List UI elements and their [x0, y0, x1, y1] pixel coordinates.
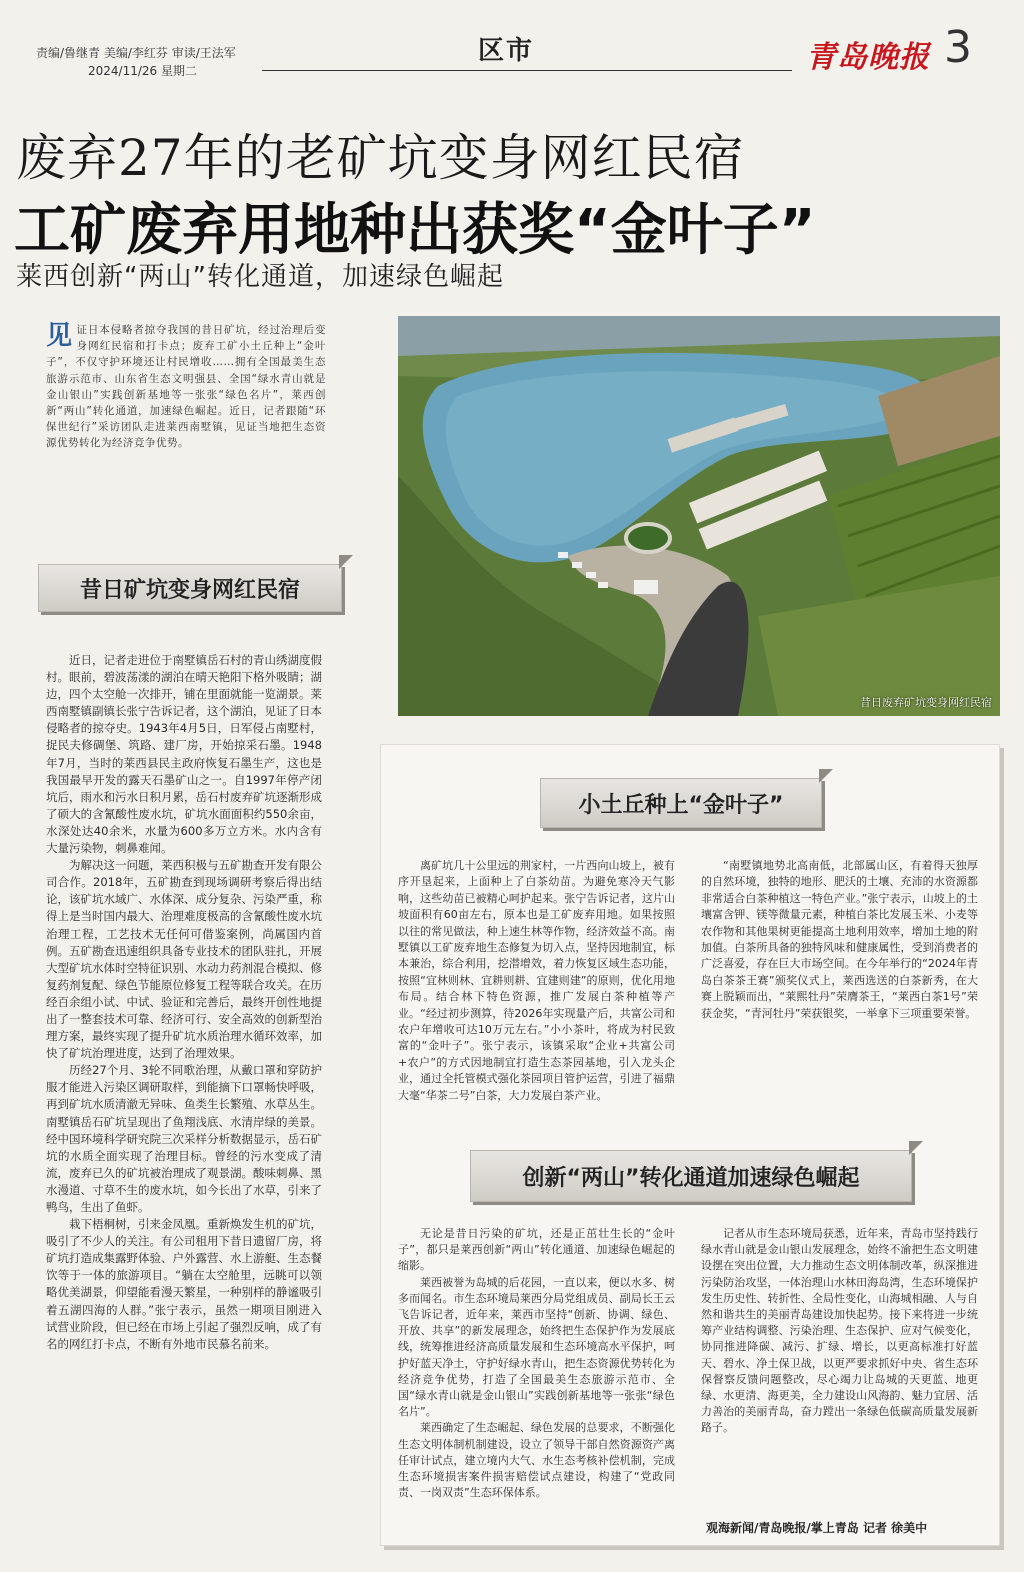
section2-body [398, 858, 978, 1118]
section2-heading [540, 778, 822, 828]
section1-heading-text: 昔日矿坑变身网红民宿 [79, 577, 300, 603]
paragraph: 莱西被誉为岛城的后花园，一直以来，便以水多、树多而闻名。市生态环境局莱西分局党组成员、副局长王云飞告诉记者，近年来，莱西市坚持“创新、协调、绿色、开放、共享”的新发展理念，始终把生态保护作为发展底线，统筹推进经济高质量发展和生态环境高水平保护，呵护好蓝天净土，守护好绿水青山，把生态资源优势转化为经济竞争优势，打造了全国最美生态旅游示范市、全国“绿水青山就是金山银山”实践创新基地等一张张“绿色名片”。 [398, 1275, 675, 1419]
date-line: 2024/11/26 星期二 [88, 64, 197, 78]
section2-heading-text: 小土丘种上“金叶子” [578, 792, 784, 818]
section3-heading-text: 创新“两山”转化通道加速绿色崛起 [522, 1165, 860, 1191]
header-rule [262, 70, 792, 71]
section3-heading [470, 1150, 912, 1202]
photo-caption: 昔日废弃矿坑变身网红民宿 [860, 696, 992, 709]
section3-body [398, 1226, 978, 1516]
paragraph: 近日，记者走进位于南墅镇岳石村的青山绣湖度假村。眼前，碧波荡漾的湖泊在晴天艳阳下格外吸睛；湖边，四个太空舱一次排开，铺在里面就能一览湖景。莱西南墅镇副镇长张宁告诉记者，这个湖泊，见证了日本侵略者的掠夺史。1943年4月5日，日军侵占南墅村，捉民夫修碉堡、筑路、建厂房，开始掠采石墨。1948年7月，当时的莱西县民主政府恢复石墨生产，这也是我国最早开发的露天石墨矿山之一。自1997年停产闭坑后，雨水和污水日积月累，岳石村废弃矿坑逐渐形成了硕大的含氰酸性废水坑，矿坑水面面积约550余亩，水深处达40余米，水量为600多万立方米。水内含有大量污染物，刺鼻难闻。 [46, 653, 322, 856]
section1-heading [38, 564, 342, 612]
paragraph: 离矿坑几十公里远的荆家村，一片西向山坡上，被有序开垦起来，上面种上了白茶幼苗。为避免寒冷天气影响，这些幼苗已被精心呵护起来。张宁告诉记者，这片山坡面积有60亩左右，原本也是工矿废弃用地。如果按照以往的常见做法，种上速生林等作物，经济效益不高。南墅镇以工矿废弃地生态修复为切入点，坚持因地制宜，标本兼治，综合利用，挖潜增效，着力恢复区域生态功能，按照“宜林则林、宜耕则耕、宜建则建”的原则，优化用地布局。结合林下特色资源，推广发展白茶种植等产业。“经过初步测算，待2026年实现量产后，共富公司和农户年增收可达10万元左右。”小小茶叶，将成为村民致富的“金叶子”。张宁表示，该镇采取“企业+共富公司+农户”的方式因地制宜打造生态茶园基地，引入龙头企业，通过全托管模式强化茶园项目管护运营，引进了福鼎大毫“华茶二号”白茶，大力发展白茶产业。 [398, 859, 675, 1102]
headline-main: 工矿废弃用地种出获奖“金叶子” [14, 198, 816, 263]
section-name: 区市 [478, 36, 535, 66]
paragraph: 历经27个月、3轮不同歌治理，从戴口罩和穿防护服才能进入污染区调研取样，到能摘下口罩畅快呼吸，再到矿坑水质清澈无异味、鱼类生长繁殖、水草丛生。南墅镇岳石矿坑呈现出了鱼翔浅底、水清岸绿的美景。经中国环境科学研究院三次采样分析数据显示，岳石矿坑的水质全面实现了治理目标。曾经的污水变成了清流，废弃已久的矿坑被治理成了观景湖。酸味刺鼻、黑水漫道、寸草不生的废水坑，如今长出了水草，引来了鸭鸟，生出了鱼虾。 [46, 1063, 322, 1214]
drop-cap: 见 [46, 321, 73, 351]
heading-corner-decoration [909, 1141, 923, 1155]
headline-kicker: 废弃27年的老矿坑变身网红民宿 [16, 129, 745, 187]
reporter-byline: 观海新闻/青岛晚报/掌上青岛 记者 徐美中 [706, 1521, 928, 1535]
paragraph: “南墅镇地势北高南低，北部属山区，有着得天独厚的自然环境，独特的地形、肥沃的土壤、充沛的水资源都非常适合白茶种植这一特色产业。”张宁表示，山坡上的土壤富含钾、镁等微量元素，种植白茶比发展玉米、小麦等农作物和其他果树更能提高土地利用效率，增加土地的附加值。白茶所具备的独特风味和健康属性，受到消费者的广泛喜爱，存在巨大市场空间。在今年举行的“2024年青岛白茶茶王赛”颁奖仪式上，莱西选送的白茶新秀，在大赛上脱颖而出，“莱熙牡丹”荣膺茶王，“莱西白茶1号”荣获金奖，“青河牡丹”荣获银奖，一举拿下三项重要荣誉。 [701, 859, 978, 1020]
paragraph: 莱西确定了生态崛起、绿色发展的总要求，不断强化生态文明体制机制建设，设立了领导干部自然资源资产离任审计试点，建立境内大气、水生态考核补偿机制，完成生态环境损害案件损害赔偿试点建设，构建了“党政同责、一岗双责”生态环保体系。 [398, 1421, 675, 1500]
credit-line: 责编/鲁继青 美编/李红芬 审读/王法军 [36, 46, 236, 60]
newspaper-logo: 青岛晚报 [806, 40, 930, 75]
section1-body [46, 652, 322, 1353]
lead-text: 证日本侵略者掠夺我国的昔日矿坑，经过治理后变身网红民宿和打卡点；废弃工矿小土丘种上“金叶子”，不仅守护环境还让村民增收……拥有全国最美生态旅游示范市、山东省生态文明强县、全国“绿水青山就是金山银山”实践创新基地等一张张“绿色名片”，莱西创新“两山”转化通道，加速绿色崛起。近日，记者跟随“环保世纪行”采访团队走进莱西南墅镇，见证当地把生态资源优势转化为经济竞争优势。 [46, 324, 326, 450]
heading-corner-decoration [819, 769, 833, 783]
paragraph: 栽下梧桐树，引来金凤凰。重新焕发生机的矿坑，吸引了不少人的关注。有公司租用下昔日遗留厂房，将矿坑打造成集露野体验、户外露营、水上游艇、生态餐饮等于一体的旅游项目。“躺在太空舱里，远眺可以领略优美湖景，仰望能看漫天繁星，一种别样的静谧吸引着五湖四海的人群。”张宁表示，虽然一期项目刚进入试营业阶段，但已经在市场上引起了强烈反响，成了有名的网红打卡点，不断有外地市民慕名前来。 [46, 1217, 322, 1351]
paragraph: 无论是昔日污染的矿坑，还是正茁壮生长的“金叶子”，都只是莱西创新“两山”转化通道、加速绿色崛起的缩影。 [398, 1227, 675, 1273]
page-number: 3 [944, 22, 972, 73]
editor-credits [36, 44, 236, 80]
heading-corner-decoration [339, 555, 353, 569]
headline-subtitle: 莱西创新“两山”转化通道，加速绿色崛起 [16, 262, 504, 292]
paragraph: 为解决这一问题，莱西积极与五矿勘查开发有限公司合作。2018年，五矿勘查到现场调研考察后得出结论，该矿坑水域广、水体深、成分复杂、污染严重，称得上是当时国内最大、治理难度极高的含氰酸性废水坑治理工程，工艺技术无任何可借鉴案例，尚属国内首例。五矿勘查迅速组织具备专业技术的团队驻扎，开展大型矿坑水体时空特征识别、水动力药剂混合模拟、修复药剂复配、绿色节能原位修复工程等联合攻关。在历经百余组小试、中试、验证和完善后，最终开创性地提出了一整套技术可靠、经济可行、安全高效的创新型治理方案，最终实现了提升矿坑水质治理水循环效率，加快了矿坑治理进度，达到了治理效果。 [46, 858, 322, 1061]
aerial-photo [398, 316, 1000, 716]
lead-paragraph [46, 322, 326, 452]
paragraph: 记者从市生态环境局获悉，近年来，青岛市坚持践行绿水青山就是金山银山发展理念，始终不渝把生态文明建设摆在突出位置，大力推动生态文明体制改革，纵深推进污染防治攻坚，一体治理山水林田海岛湾，生态环境保护发生历史性、转折性、全局性变化，山海城相融、人与自然和谐共生的美丽青岛建设加快起势。接下来将进一步统筹产业结构调整、污染治理、生态保护、应对气候变化，协同推进降碳、减污、扩绿、增长，以更高标准打好蓝天、碧水、净土保卫战，以更严要求抓好中央、省生态环保督察反馈问题整改，尽心竭力让岛城的天更蓝、地更绿、水更清、海更美，全力建设山风海韵、魅力宜居、活力善治的美丽青岛，奋力蹚出一条绿色低碳高质量发展新路子。 [701, 1227, 978, 1435]
aerial-illustration [398, 316, 1000, 716]
